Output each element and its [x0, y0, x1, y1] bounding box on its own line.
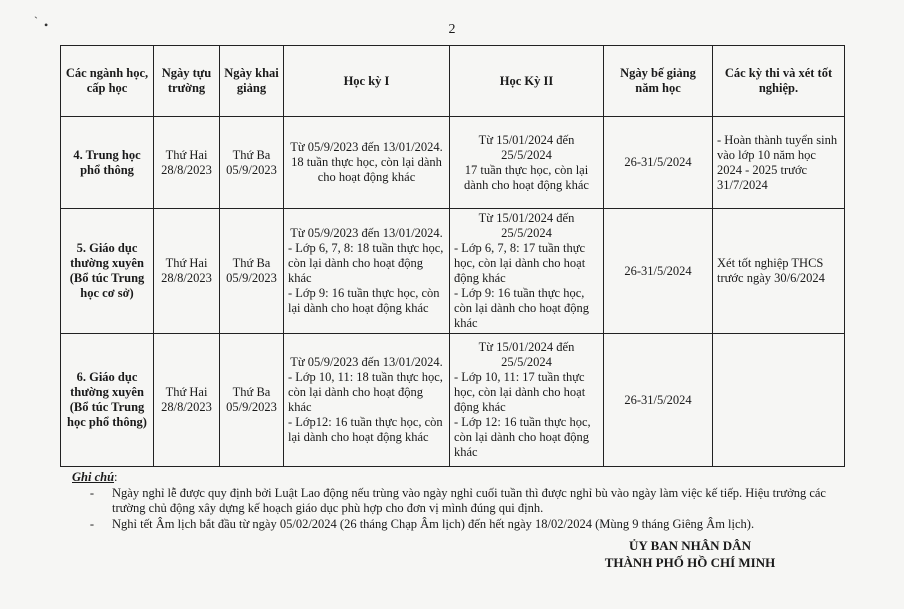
cell-semester-1 [284, 117, 450, 209]
header-semester-2: Học Kỳ II [450, 46, 604, 117]
cell-arrival: Thứ Hai 28/8/2023 [154, 334, 220, 467]
school-calendar-table [60, 45, 845, 467]
note-text: Ngày nghỉ lễ được quy định bởi Luật Lao động nếu trùng vào ngày nghỉ cuối tuần thì được nghỉ bù vào ngày làm việc kế tiếp. Hiệu trưởng các trường chủ động xây dựng kế hoạch giáo dục phù hợp cho đơn vị mình đúng qui định. [112, 486, 826, 515]
cell-closing: 26-31/5/2024 [604, 334, 713, 467]
table-row [61, 334, 845, 467]
table-row [61, 117, 845, 209]
semester-detail: 18 tuần thực học, còn lại dành cho hoạt động khác [291, 155, 442, 184]
semester-range: Từ 05/9/2023 đến 13/01/2024. [290, 355, 443, 369]
cell-exams: - Hoàn thành tuyển sinh vào lớp 10 năm học 2024 - 2025 trước 31/7/2024 [713, 117, 845, 209]
cell-closing: 26-31/5/2024 [604, 209, 713, 334]
note-text: Nghỉ tết Âm lịch bắt đầu từ ngày 05/02/2024 (26 tháng Chạp Âm lịch) đến hết ngày 18/02/2024 (Mùng 9 tháng Giêng Âm lịch). [112, 517, 755, 531]
semester-detail: - Lớp 6, 7, 8: 18 tuần thực học, còn lại dành cho hoạt động khác [288, 241, 444, 285]
page-number: 2 [448, 22, 456, 37]
semester-detail: - Lớp 10, 11: 17 tuần thực học, còn lại dành cho hoạt động khác [454, 370, 586, 414]
header-semester-1: Học kỳ I [284, 46, 450, 117]
note-item [72, 486, 852, 516]
semester-detail: - Lớp12: 16 tuần thực học, còn lại dành cho hoạt động khác [288, 415, 443, 444]
cell-exams: Xét tốt nghiệp THCS trước ngày 30/6/2024 [713, 209, 845, 334]
cell-opening: Thứ Ba 05/9/2023 [220, 334, 284, 467]
cell-semester-2 [450, 209, 604, 334]
header-arrival: Ngày tựu trường [154, 46, 220, 117]
cell-arrival: Thứ Hai 28/8/2023 [154, 209, 220, 334]
scan-mark: • [44, 18, 49, 32]
semester-detail: 17 tuần thực học, còn lại dành cho hoạt động khác [464, 162, 589, 192]
semester-detail: - Lớp 6, 7, 8: 17 tuần thực học, còn lại dành cho hoạt động khác [454, 241, 586, 285]
header-field: Các ngành học, cấp học [61, 46, 154, 117]
semester-range: Từ 05/9/2023 đến 13/01/2024. [290, 226, 443, 240]
semester-range: Từ 05/9/2023 đến 13/01/2024. [290, 140, 443, 154]
header-exams: Các kỳ thi và xét tốt nghiệp. [713, 46, 845, 117]
semester-range: Từ 15/01/2024 đến 25/5/2024 [478, 340, 575, 369]
dash-marker: - [89, 486, 95, 500]
semester-detail: - Lớp 12: 16 tuần thực học, còn lại dành cho hoạt động khác [454, 415, 591, 459]
header-opening: Ngày khai giảng [220, 46, 284, 117]
notes-title: Ghi chú [72, 470, 115, 484]
cell-semester-2 [450, 117, 604, 209]
dash-marker: - [89, 517, 95, 531]
semester-detail: - Lớp 9: 16 tuần thực học, còn lại dành cho hoạt động khác [288, 286, 440, 315]
cell-closing: 26-31/5/2024 [604, 117, 713, 209]
note-item [72, 517, 852, 532]
semester-range: Từ 15/01/2024 đến 25/5/2024 [478, 211, 575, 240]
cell-semester-1 [284, 209, 450, 334]
cell-field: 5. Giáo dục thường xuyên (Bổ túc Trung học cơ sở) [61, 209, 154, 334]
cell-field: 6. Giáo dục thường xuyên (Bổ túc Trung học phổ thông) [61, 334, 154, 467]
signature-line-2: THÀNH PHỐ HỒ CHÍ MINH [604, 555, 776, 570]
table-header-row [61, 46, 845, 117]
semester-detail: - Lớp 9: 16 tuần thực học, còn lại dành cho hoạt động khác [454, 286, 590, 330]
table-row [61, 209, 845, 334]
cell-arrival: Thứ Hai 28/8/2023 [154, 117, 220, 209]
cell-field: 4. Trung học phổ thông [61, 117, 154, 209]
cell-semester-1 [284, 334, 450, 467]
semester-detail: - Lớp 10, 11: 18 tuần thực học, còn lại dành cho hoạt động khác [288, 370, 443, 414]
signature-block [560, 537, 820, 571]
header-closing: Ngày bế giảng năm học [604, 46, 713, 117]
notes-section: Ghi chú: - Ngày nghỉ lễ được quy định bởi Luật Lao động nếu trùng vào ngày nghỉ cuối tuần thì được nghỉ bù vào ngày làm việc kế tiếp. Hiệu trưởng các trường chủ động xây dựng kế hoạch giáo dục phù hợp cho đơn vị mình đúng qui định. - Nghỉ tết Âm lịch bắt đầu từ ngày 05/02/2024 (26 tháng Chạp Âm lịch) đến hết ngày 18/02/2024 (Mùng 9 tháng Giêng Âm lịch). [72, 470, 852, 532]
signature-line-1: ỦY BAN NHÂN DÂN [629, 538, 751, 553]
semester-range: Từ 15/01/2024 đến 25/5/2024 [478, 132, 575, 162]
cell-semester-2 [450, 334, 604, 467]
cell-opening: Thứ Ba 05/9/2023 [220, 117, 284, 209]
cell-opening: Thứ Ba 05/9/2023 [220, 209, 284, 334]
scan-mark: ˋ [34, 14, 38, 28]
cell-exams [713, 334, 845, 467]
